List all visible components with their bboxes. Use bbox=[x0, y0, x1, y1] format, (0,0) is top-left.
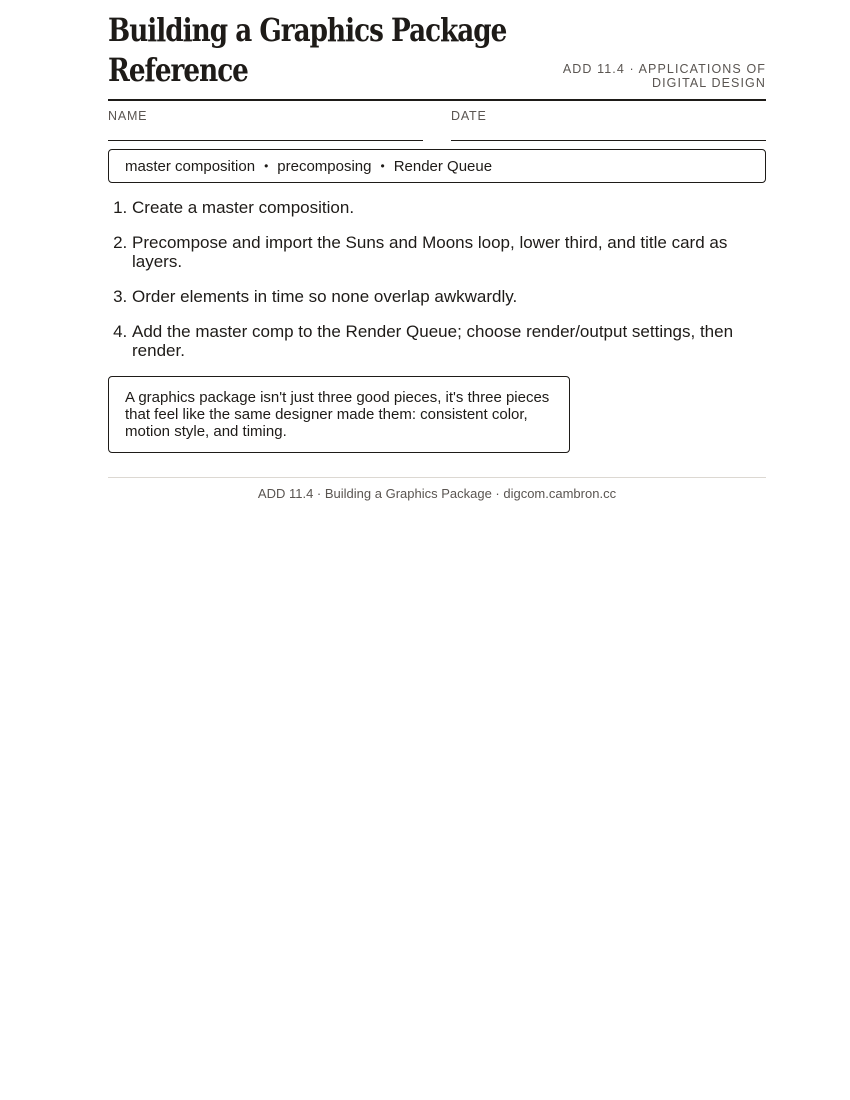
bullet-separator: • bbox=[264, 159, 269, 173]
title-line-2: Reference bbox=[108, 51, 248, 89]
title-line-1: Building a Graphics Package bbox=[108, 11, 507, 49]
page-footer bbox=[108, 477, 766, 501]
student-fields bbox=[108, 109, 766, 141]
worksheet-page bbox=[108, 0, 766, 501]
design-note-box bbox=[108, 376, 570, 453]
date-field[interactable] bbox=[451, 109, 766, 141]
step-item: 4. Add the master comp to the Render Queue; choose render/output settings, then render. bbox=[132, 322, 766, 360]
name-label: NAME bbox=[108, 109, 148, 123]
name-field[interactable] bbox=[108, 109, 423, 141]
date-label: DATE bbox=[451, 109, 487, 123]
design-note-text: A graphics package isn't just three good pieces, it's three pieces that feel like the same designer made them: consistent color, motion style, and timing. bbox=[125, 389, 550, 440]
course-label: ADD 11.4 · APPLICATIONS OF DIGITAL DESIGN bbox=[562, 62, 766, 90]
key-terms-box bbox=[108, 149, 766, 183]
bullet-separator: • bbox=[380, 159, 385, 173]
key-term: Render Queue bbox=[393, 157, 493, 175]
steps-list bbox=[108, 198, 766, 360]
step-item: 1. Create a master composition. bbox=[132, 198, 766, 217]
page-header bbox=[108, 10, 766, 101]
key-term: precomposing bbox=[277, 157, 372, 175]
step-item: 2. Precompose and import the Suns and Moons loop, lower third, and title card as layers. bbox=[132, 233, 766, 271]
step-item: 3. Order elements in time so none overlap awkwardly. bbox=[132, 287, 766, 306]
page-title bbox=[108, 10, 507, 90]
key-term: master composition bbox=[125, 157, 256, 175]
footer-text: ADD 11.4 · Building a Graphics Package · digcom.cambron.cc bbox=[257, 486, 617, 501]
